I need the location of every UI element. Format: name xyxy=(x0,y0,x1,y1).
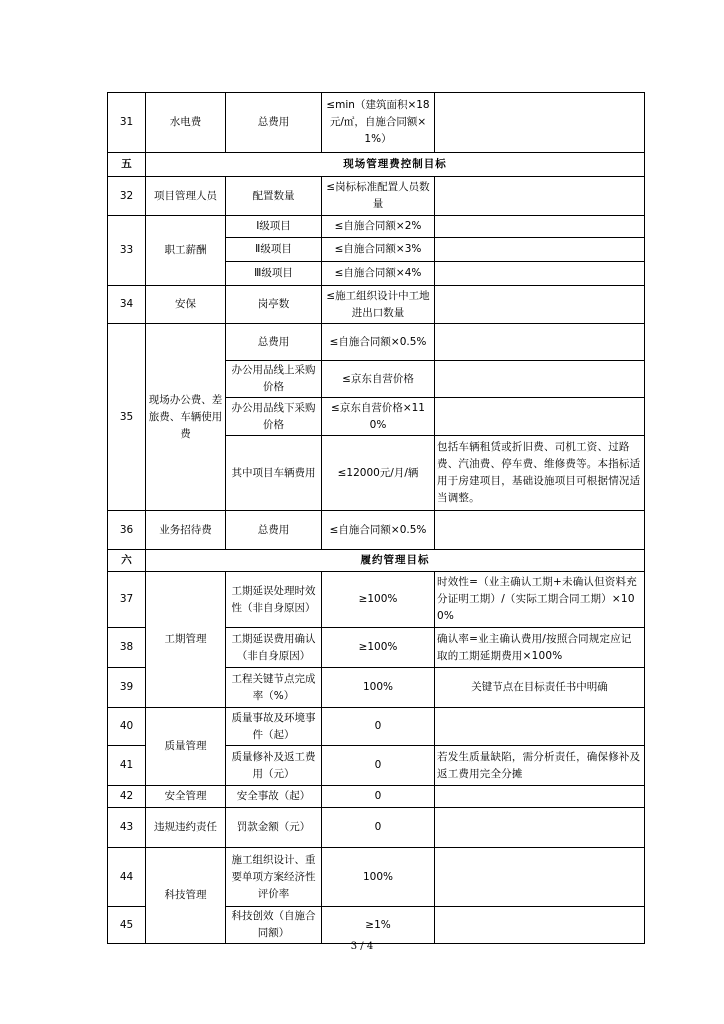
row-number: 42 xyxy=(108,786,146,808)
index-cell: 其中项目车辆费用 xyxy=(226,436,322,511)
note-cell xyxy=(435,848,645,907)
item-cell: 水电费 xyxy=(146,93,226,153)
note-cell: 关键节点在目标责任书中明确 xyxy=(435,668,645,708)
index-cell: 工期延误处理时效性（非自身原因） xyxy=(226,572,322,628)
index-cell: 质量修补及返工费用（元） xyxy=(226,746,322,786)
index-cell: 质量事故及环境事件（起） xyxy=(226,708,322,746)
note-cell xyxy=(435,93,645,153)
section-row xyxy=(108,550,645,572)
item-cell: 违规违约责任 xyxy=(146,808,226,848)
item-cell: 职工薪酬 xyxy=(146,216,226,286)
target-cell: ≥1% xyxy=(322,907,435,944)
index-cell: 安全事故（起） xyxy=(226,786,322,808)
table-row xyxy=(108,177,645,216)
index-cell: 科技创效（自施合同额） xyxy=(226,907,322,944)
row-number: 38 xyxy=(108,628,146,668)
row-number: 40 xyxy=(108,708,146,746)
row-number: 39 xyxy=(108,668,146,708)
row-number: 44 xyxy=(108,848,146,907)
target-cell: ≤施工组织设计中工地进出口数量 xyxy=(322,286,435,324)
note-cell xyxy=(435,286,645,324)
item-cell: 工期管理 xyxy=(146,572,226,708)
section-title: 履约管理目标 xyxy=(146,550,645,572)
note-cell xyxy=(435,216,645,238)
note-cell xyxy=(435,238,645,262)
row-number: 41 xyxy=(108,746,146,786)
target-cell: 0 xyxy=(322,786,435,808)
item-cell: 科技管理 xyxy=(146,848,226,944)
note-cell: 若发生质量缺陷，需分析责任，确保修补及返工费用完全分摊 xyxy=(435,746,645,786)
target-cell: ≤京东自营价格×110% xyxy=(322,398,435,436)
item-cell: 安保 xyxy=(146,286,226,324)
target-cell: ≥100% xyxy=(322,572,435,628)
row-number: 34 xyxy=(108,286,146,324)
note-cell xyxy=(435,708,645,746)
row-number: 37 xyxy=(108,572,146,628)
item-cell: 业务招待费 xyxy=(146,511,226,550)
note-cell: 时效性=（业主确认工期+未确认但资料充分证明工期）/（实际工期合同工期）×100% xyxy=(435,572,645,628)
note-cell xyxy=(435,511,645,550)
note-cell xyxy=(435,808,645,848)
note-cell xyxy=(435,907,645,944)
target-cell: 0 xyxy=(322,746,435,786)
index-cell: 岗亭数 xyxy=(226,286,322,324)
table-row xyxy=(108,808,645,848)
index-cell: 施工组织设计、重要单项方案经济性评价率 xyxy=(226,848,322,907)
target-cell: ≤min（建筑面积×18元/㎡，自施合同额×1%） xyxy=(322,93,435,153)
index-cell: 办公用品线上采购价格 xyxy=(226,361,322,398)
target-cell: 0 xyxy=(322,708,435,746)
target-cell: ≤京东自营价格 xyxy=(322,361,435,398)
table-row xyxy=(108,511,645,550)
table-row xyxy=(108,286,645,324)
row-number: 43 xyxy=(108,808,146,848)
note-cell xyxy=(435,324,645,361)
row-number: 32 xyxy=(108,177,146,216)
table-row xyxy=(108,572,645,628)
page-number: 3 / 4 xyxy=(350,941,374,952)
table-row xyxy=(108,848,645,907)
index-cell: 总费用 xyxy=(226,93,322,153)
note-cell: 包括车辆租赁或折旧费、司机工资、过路费、汽油费、停车费、维修费等。本指标适用于房建项目，基础设施项目可根据情况适当调整。 xyxy=(435,436,645,511)
note-cell xyxy=(435,398,645,436)
target-cell: ≤岗标标准配置人员数量 xyxy=(322,177,435,216)
index-cell: Ⅱ级项目 xyxy=(226,238,322,262)
table-row xyxy=(108,324,645,361)
note-cell xyxy=(435,786,645,808)
section-title: 现场管理费控制目标 xyxy=(146,153,645,177)
index-cell: 工程关键节点完成率（%） xyxy=(226,668,322,708)
cost-target-table xyxy=(107,92,645,944)
table-row xyxy=(108,93,645,153)
table-row xyxy=(108,216,645,238)
item-cell: 质量管理 xyxy=(146,708,226,786)
index-cell: 工期延误费用确认（非自身原因） xyxy=(226,628,322,668)
table-row xyxy=(108,708,645,746)
table-row xyxy=(108,786,645,808)
index-cell: 配置数量 xyxy=(226,177,322,216)
section-row xyxy=(108,153,645,177)
row-number: 35 xyxy=(108,324,146,511)
row-number: 31 xyxy=(108,93,146,153)
row-number: 36 xyxy=(108,511,146,550)
note-cell xyxy=(435,177,645,216)
target-cell: ≤自施合同额×2% xyxy=(322,216,435,238)
index-cell: 总费用 xyxy=(226,324,322,361)
row-number: 33 xyxy=(108,216,146,286)
target-cell: ≤自施合同额×4% xyxy=(322,262,435,286)
target-cell: ≤自施合同额×0.5% xyxy=(322,511,435,550)
target-cell: 100% xyxy=(322,668,435,708)
note-cell: 确认率=业主确认费用/按照合同规定应记取的工期延期费用×100% xyxy=(435,628,645,668)
target-cell: 100% xyxy=(322,848,435,907)
item-cell: 现场办公费、差旅费、车辆使用费 xyxy=(146,324,226,511)
index-cell: 办公用品线下采购价格 xyxy=(226,398,322,436)
note-cell xyxy=(435,262,645,286)
section-number: 五 xyxy=(108,153,146,177)
target-cell: ≤自施合同额×3% xyxy=(322,238,435,262)
note-cell xyxy=(435,361,645,398)
target-cell: 0 xyxy=(322,808,435,848)
index-cell: 罚款金额（元） xyxy=(226,808,322,848)
target-cell: ≤12000元/月/辆 xyxy=(322,436,435,511)
target-cell: ≥100% xyxy=(322,628,435,668)
target-cell: ≤自施合同额×0.5% xyxy=(322,324,435,361)
row-number: 45 xyxy=(108,907,146,944)
section-number: 六 xyxy=(108,550,146,572)
item-cell: 安全管理 xyxy=(146,786,226,808)
index-cell: Ⅲ级项目 xyxy=(226,262,322,286)
index-cell: 总费用 xyxy=(226,511,322,550)
index-cell: Ⅰ级项目 xyxy=(226,216,322,238)
item-cell: 项目管理人员 xyxy=(146,177,226,216)
